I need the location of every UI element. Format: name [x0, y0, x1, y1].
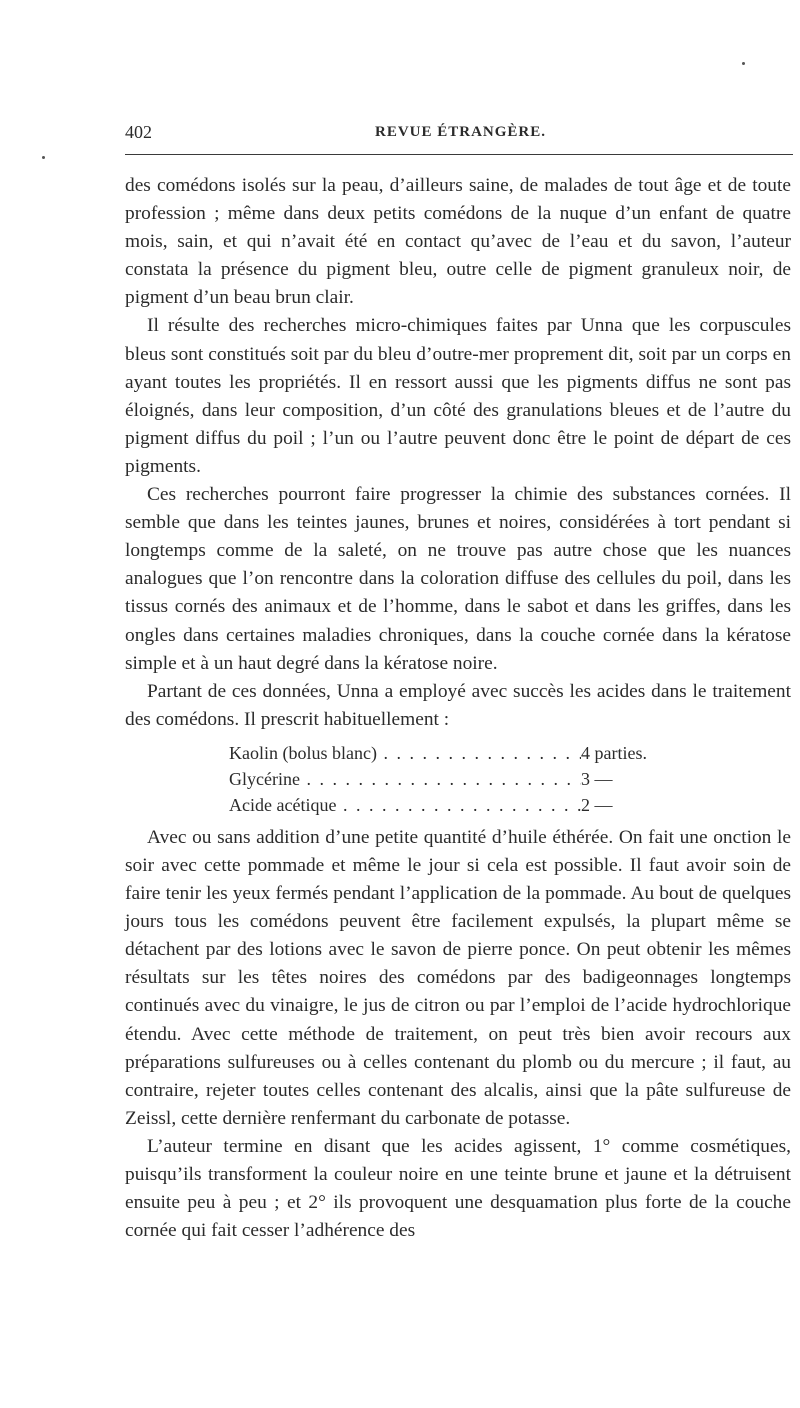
page-header	[125, 122, 793, 148]
paragraph: Avec ou sans addition d’une petite quantité d’huile éthérée. On fait une onction le soir avec cette pommade et même le jour si cela est possible. Il faut avoir soin de faire tenir les yeux fermés pendant l’application de la pommade. Au bout de quelques jours tous les comédons peuvent être facilement expulsés, la plupart même se détachent par des lotions avec le savon de pierre ponce. On peut obtenir les mêmes résultats sur les têtes noires des comédons par des badigeonnages longtemps continués avec du vinaigre, le jus de citron ou par l’emploi de l’acide hydrochlorique étendu. Avec cette méthode de traitement, on peut très bien avoir recours aux préparations sulfureuses ou à celles contenant du plomb ou du mercure ; il faut, au contraire, rejeter toutes celles contenant des alcalis, ainsi que la pâte sulfureuse de Zeissl, cette dernière renfermant du carbonate de potasse.	[125, 826, 791, 1129]
recipe-quantity: 2 —	[581, 794, 613, 815]
running-title: REVUE ÉTRANGÈRE.	[375, 124, 547, 140]
recipe-row	[229, 740, 791, 766]
paragraph: Partant de ces données, Unna a employé avec succès les acides dans le traitement des comédons. Il prescrit habituellement :	[125, 680, 791, 730]
paper-speck	[742, 62, 745, 65]
recipe-list	[229, 740, 791, 818]
paragraph: Il résulte des recherches micro-chimiques faites par Unna que les corpuscules bleus sont constitués soit par du bleu d’outre-mer proprement dit, soit par un corps en ayant toutes les propriétés. Il en ressort aussi que les pigments diffus ne sont pas éloignés, dans leur composition, d’un côté des granulations bleues et de l’autre du pigment diffus du poil ; l’un ou l’autre peuvent donc être le point de départ de ces pigments.	[125, 315, 791, 477]
paragraph: L’auteur termine en disant que les acides agissent, 1° comme cosmétiques, puisqu’ils transforment la couleur noire en une teinte brune et jaune et la détruisent ensuite peu à peu ; et 2° ils provoquent une desquamation plus forte de la couche cornée qui fait cesser l’adhérence des	[125, 1135, 791, 1242]
paper-speck	[42, 156, 45, 159]
recipe-quantity: 4 parties.	[581, 742, 647, 763]
body-text	[125, 172, 791, 1245]
recipe-ingredient: Glycérine . . .	[229, 766, 581, 792]
recipe-row	[229, 766, 791, 792]
paragraph: Ces recherches pourront faire progresser la chimie des substances cornées. Il semble que dans les teintes jaunes, brunes et noires, considérées à tort pendant si longtemps comme de la saleté, on ne trouve pas autre chose que les nuances analogues que l’on rencontre dans la coloration diffuse des cellules du poil, dans les tissus cornés des animaux et de l’homme, dans le sabot et dans les griffes, dans les ongles dans certaines maladies chroniques, dans la couche cornée dans la kératose simple et à un haut degré dans la kératose noire.	[125, 484, 791, 674]
recipe-ingredient: Kaolin (bolus blanc) . . .	[229, 740, 581, 766]
page-number: 402	[125, 122, 152, 142]
recipe-ingredient: Acide acétique . . .	[229, 792, 581, 818]
header-rule	[125, 154, 793, 155]
recipe-row	[229, 792, 791, 818]
paragraph: des comédons isolés sur la peau, d’ailleurs saine, de malades de tout âge et de toute profession ; même dans deux petits comédons de la nuque d’un enfant de quatre mois, sain, et qui n’avait été en contact qu’avec de l’eau et du savon, l’auteur constata la présence du pigment bleu, outre celle de pigment granuleux noir, de pigment d’un beau brun clair.	[125, 175, 791, 309]
page	[125, 122, 793, 1242]
recipe-quantity: 3 —	[581, 768, 613, 789]
